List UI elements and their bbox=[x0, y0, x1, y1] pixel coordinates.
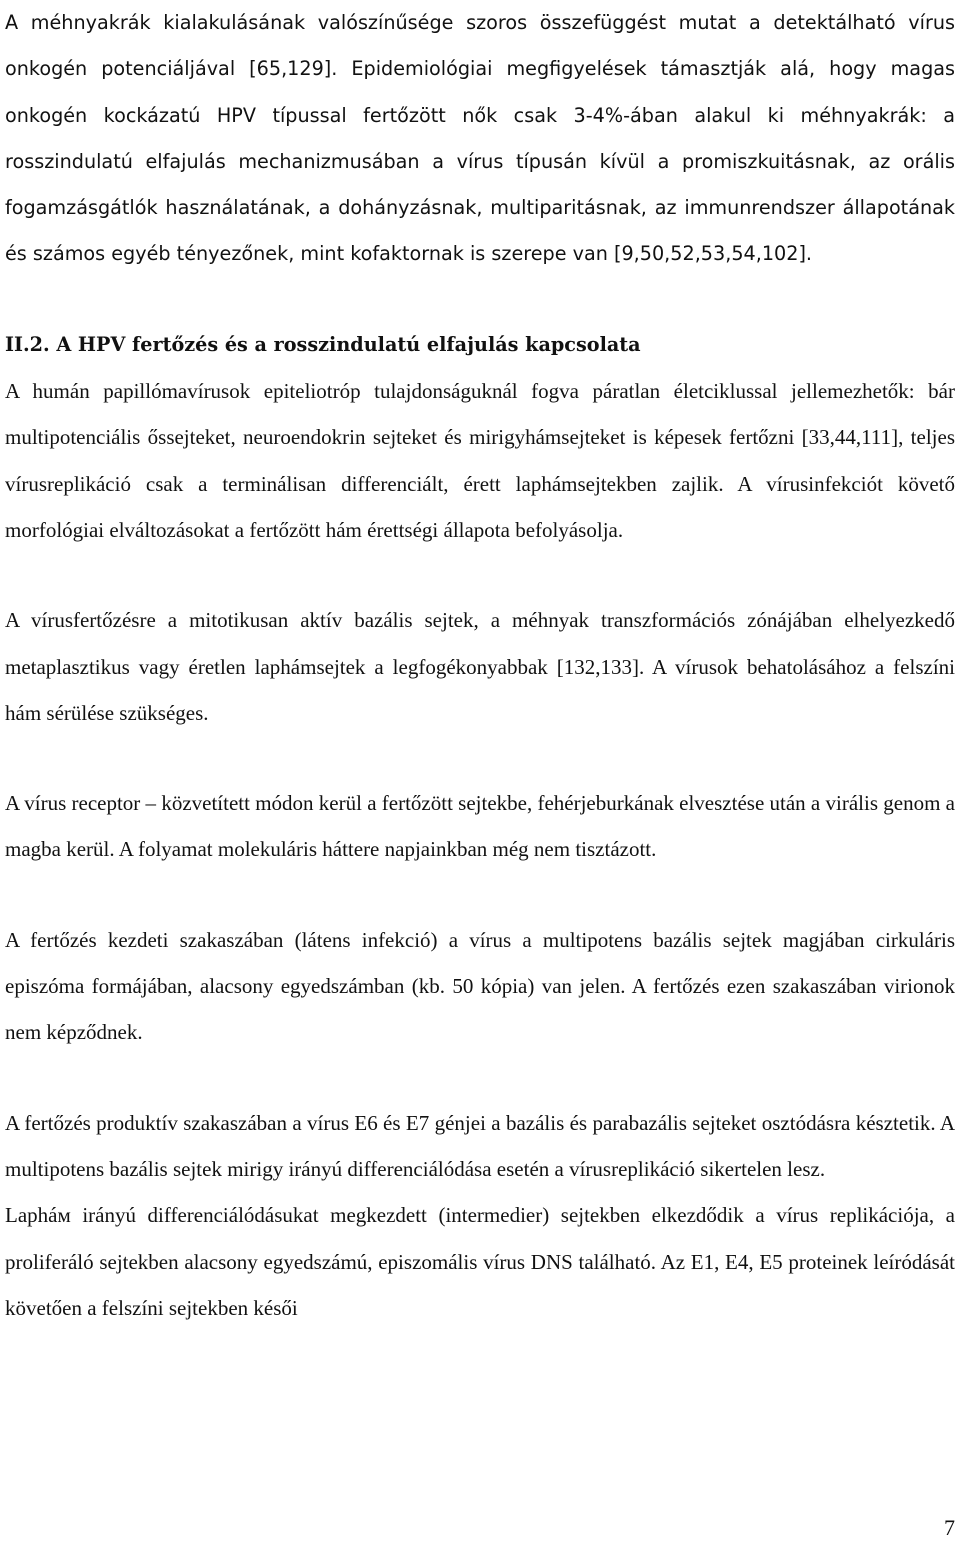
paragraph-1: A méhnyakrák kialakulásának valószínűsége szoros összefüggést mutat a detektálható vírus onkogén potenciáljával [65,129]. Epidemiológiai megfigyelések támasztják alá, hogy magas onkogén kockázatú HPV típussal fertőzött nők csak 3-4%-ában alakul ki méhnyakrák: a rosszindulatú elfajulás mechanizmusában a vírus típusán kívül a promiszkuitásnak, az orális fogamzásgátlók használatának, a dohányzásnak, multiparitásnak, az immunrendszer állapotának és számos egyéb tényezőnek, mint kofaktornak is szerepe van [9,50,52,53,54,102]. bbox=[5, 11, 955, 266]
paragraph-3: A vírusfertőzésre a mitotikusan aktív bazális sejtek, a méhnyak transzformációs zónájában elhelyezkedő metaplasztikus vagy éretlen laphámsejtek a legfogékonyabbak [132,133]. A vírusok behatolásához a felszíni hám sérülése szükséges. bbox=[5, 608, 955, 725]
paragraph-4: A vírus receptor – közvetített módon kerül a fertőzött sejtekbe, fehérjeburkának elvesztése után a virális genom a magba kerül. A folyamat molekuláris háttere napjainkban még nem tisztázott. bbox=[5, 791, 955, 862]
spacer bbox=[5, 736, 955, 780]
spacer bbox=[5, 873, 955, 917]
paragraph-2: A humán papillómavírusok epiteliotróp tulajdonságuknál fogva páratlan életciklussal jellemezhetők: bár multipotenciális őssejteket, neuroendokrin sejteket és mirigyhámsejteket is képesek fertőzni [33,44,111], teljes vírusreplikáció csak a terminálisan differenciált, érett laphámsejtekben zajlik. A vírusinfekciót követő morfológiai elváltozásokat a fertőzött hám érettségi állapota befolyásolja. bbox=[5, 379, 955, 542]
section-heading: II.2. A HPV fertőzés és a rosszindulatú elfajulás kapcsolata bbox=[5, 332, 641, 356]
document-page bbox=[5, 0, 955, 1331]
spacer bbox=[5, 1056, 955, 1100]
spacer bbox=[5, 553, 955, 597]
spacer bbox=[5, 278, 955, 322]
paragraph-6: A fertőzés produktív szakaszában a vírus E6 és E7 génjei a bazális és parabazális sejteket osztódásra késztetik. A multipotens bazális sejtek mirigy irányú differenciálódása esetén a vírusreplikáció sikertelen lesz. bbox=[5, 1110, 955, 1181]
paragraph-5: A fertőzés kezdeti szakaszában (látens infekció) a vírus a multipotens bazális sejtek magjában cirkuláris episzóma formájában, alacsony egyedszámban (kb. 50 kópia) van jelen. A fertőzés ezen szakaszában virionok nem képződnek. bbox=[5, 927, 955, 1045]
page-number: 7 bbox=[944, 1515, 955, 1540]
paragraph-7: Lapháм irányú differenciálódásukat megkezdett (intermedier) sejtekben elkezdődik a vírus replikációja, a proliferáló sejtekben alacsony egyedszámú, episzomális vírus DNS található. Az E1, E4, E5 proteinek leíródását követően a felszíni sejtekben késői bbox=[5, 1203, 955, 1320]
